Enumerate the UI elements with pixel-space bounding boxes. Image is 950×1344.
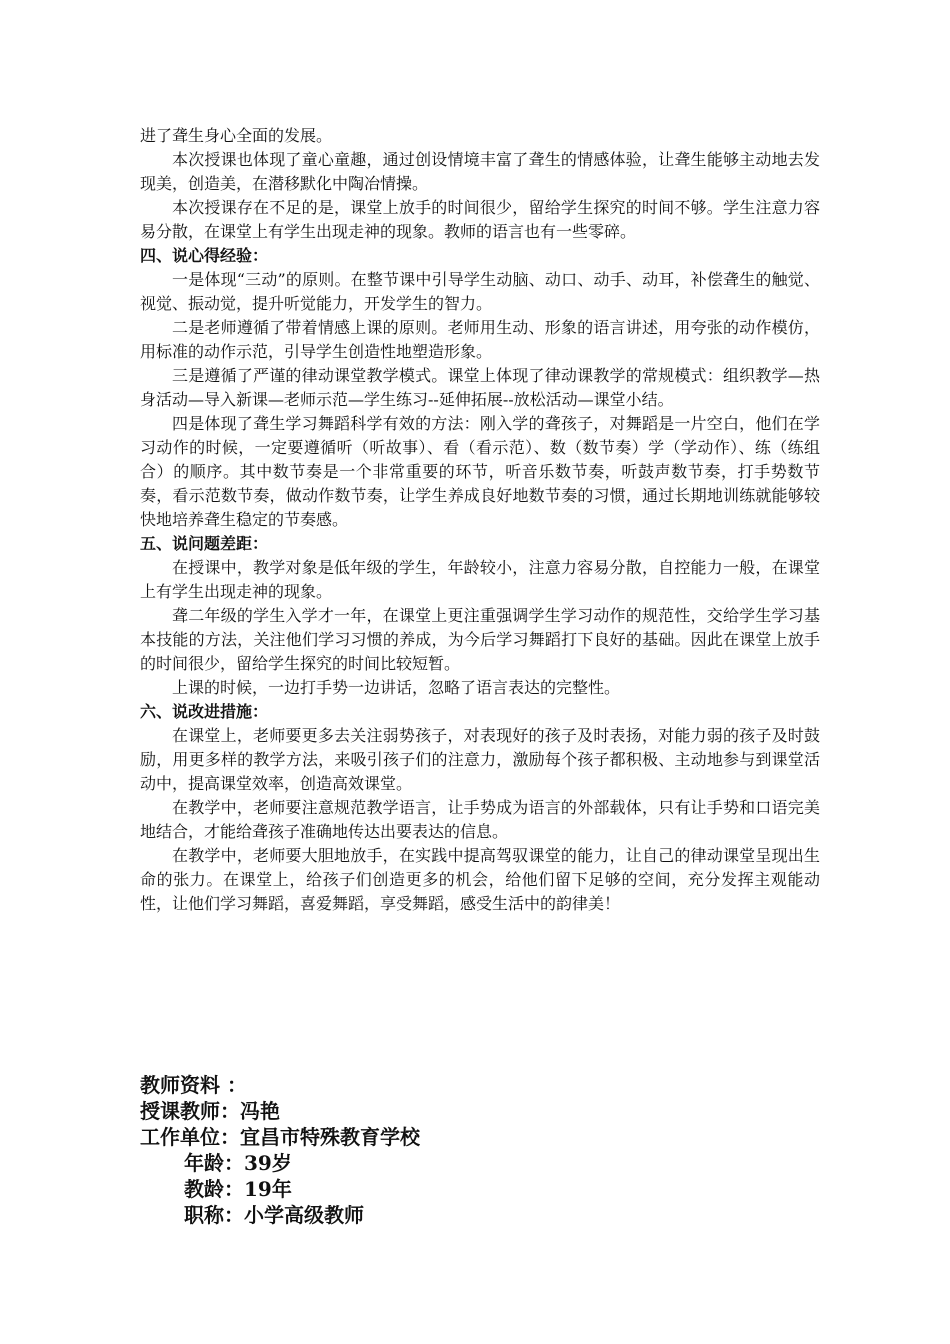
age-value: 39岁 [244, 1151, 292, 1175]
teacher-info-title: 教师资料 ： [140, 1073, 247, 1097]
title-rank-value: 小学高级教师 [244, 1203, 364, 1227]
section6-paragraph-3: 在教学中，老师要大胆地放手，在实践中提高驾驭课堂的能力，让自己的律动课堂呈现出生命的张力。在课堂上，给孩子们创造更多的机会，给他们留下足够的空间，充分发挥主观能动性，让他们学习舞蹈，喜爱舞蹈，享受舞蹈，感受生活中的韵律美！ [140, 846, 820, 913]
age-label: 年龄： [184, 1151, 244, 1175]
age-row [140, 1150, 740, 1176]
section5-paragraph-3: 上课的时候，一边打手势一边讲话，忽略了语言表达的完整性。 [172, 678, 621, 697]
section4-paragraph-3: 三是遵循了严谨的律动课堂教学模式。课堂上体现了律动课教学的常规模式：组织教学—热身活动—导入新课—老师示范—学生练习--延伸拓展--放松活动—课堂小结。 [140, 366, 820, 409]
section-heading-6: 六、说改进措施： [140, 702, 269, 721]
section-heading-4: 四、说心得经验： [140, 246, 269, 265]
work-unit-row [140, 1124, 740, 1150]
section-heading-5: 五、说问题差距： [140, 534, 269, 553]
teaching-years-value: 19年 [244, 1177, 292, 1201]
title-rank-row [140, 1202, 740, 1228]
paragraph-intro-1: 进了聋生身心全面的发展。 [140, 126, 333, 145]
paragraph-intro-2: 本次授课也体现了童心童趣，通过创设情境丰富了聋生的情感体验，让聋生能够主动地去发现美，创造美，在潜移默化中陶冶情操。 [140, 150, 820, 193]
section6-paragraph-1: 在课堂上，老师要更多去关注弱势孩子，对表现好的孩子及时表扬，对能力弱的孩子及时鼓励，用更多样的教学方法，来吸引孩子们的注意力，激励每个孩子都积极、主动地参与到课堂活动中，提高课堂效率，创造高效课堂。 [140, 726, 820, 793]
section4-paragraph-4: 四是体现了聋生学习舞蹈科学有效的方法：刚入学的聋孩子，对舞蹈是一片空白，他们在学习动作的时候，一定要遵循听（听故事）、看（看示范）、数（数节奏）学（学动作）、练（练组合）的顺序。其中数节奏是一个非常重要的环节，听音乐数节奏，听鼓声数节奏，打手势数节奏，看示范数节奏，做动作数节奏，让学生养成良好地数节奏的习惯，通过长期地训练就能够较快地培养聋生稳定的节奏感。 [140, 414, 820, 529]
teaching-years-label: 教龄： [184, 1177, 244, 1201]
section4-paragraph-1: 一是体现“三动”的原则。在整节课中引导学生动脑、动口、动手、动耳，补偿聋生的触觉、视觉、振动觉，提升听觉能力，开发学生的智力。 [140, 270, 820, 313]
document-body [140, 124, 820, 916]
teacher-name-row [140, 1098, 740, 1124]
section4-paragraph-2: 二是老师遵循了带着情感上课的原则。老师用生动、形象的语言讲述，用夸张的动作模仿，用标准的动作示范，引导学生创造性地塑造形象。 [140, 318, 820, 361]
title-rank-label: 职称： [184, 1203, 244, 1227]
section5-paragraph-2: 聋二年级的学生入学才一年，在课堂上更注重强调学生学习动作的规范性，交给学生学习基本技能的方法，关注他们学习习惯的养成，为今后学习舞蹈打下良好的基础。因此在课堂上放手的时间很少，留给学生探究的时间比较短暂。 [140, 606, 820, 673]
work-unit-value: 宜昌市特殊教育学校 [240, 1125, 420, 1149]
section5-paragraph-1: 在授课中，教学对象是低年级的学生，年龄较小，注意力容易分散，自控能力一般，在课堂上有学生出现走神的现象。 [140, 558, 820, 601]
teaching-years-row [140, 1176, 740, 1202]
teacher-name-value: 冯艳 [240, 1099, 280, 1123]
teacher-info-block [140, 1072, 740, 1228]
paragraph-intro-3: 本次授课存在不足的是，课堂上放手的时间很少，留给学生探究的时间不够。学生注意力容易分散，在课堂上有学生出现走神的现象。教师的语言也有一些零碎。 [140, 198, 820, 241]
work-unit-label: 工作单位： [140, 1125, 240, 1149]
section6-paragraph-2: 在教学中，老师要注意规范教学语言，让手势成为语言的外部载体，只有让手势和口语完美地结合，才能给聋孩子准确地传达出要表达的信息。 [140, 798, 820, 841]
teacher-name-label: 授课教师： [140, 1099, 240, 1123]
